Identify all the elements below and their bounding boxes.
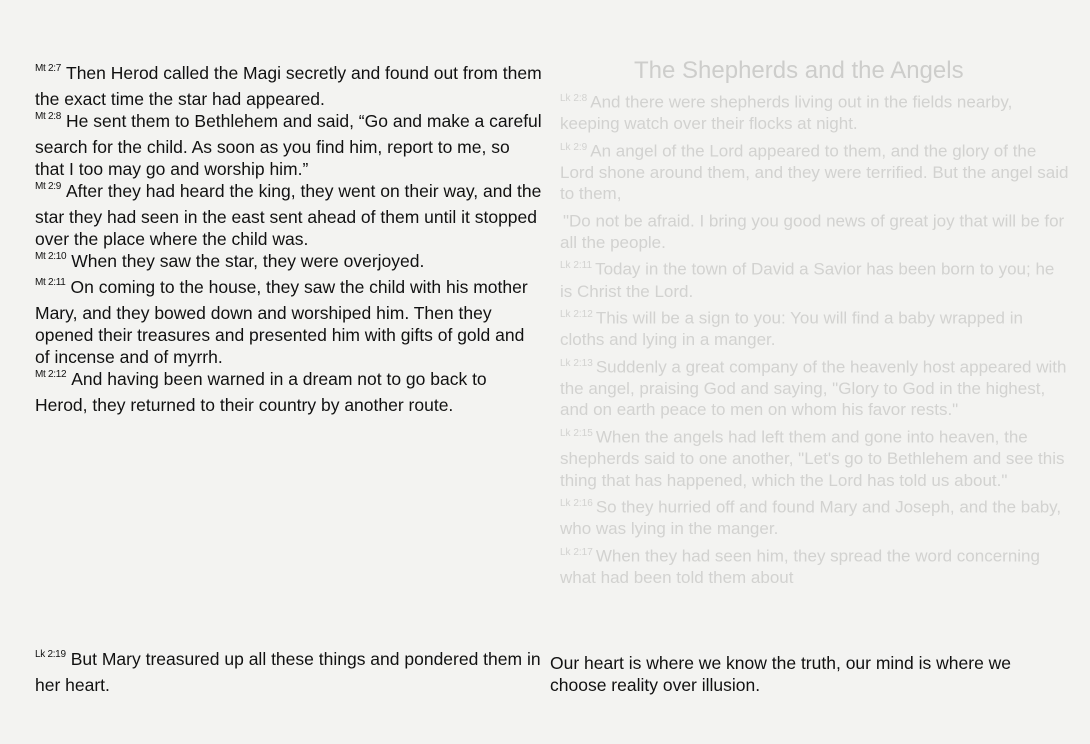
verse-text: But Mary treasured up all these things and pondered them in her heart. [35, 649, 541, 695]
bleed-through-paragraph [560, 353, 1070, 421]
verse [35, 180, 543, 250]
bleed-through-title: The Shepherds and the Angels [634, 57, 964, 84]
bleed-through-paragraph [560, 255, 1070, 302]
verse-reference: Mt 2:12 [35, 369, 67, 380]
bleed-through-paragraph [560, 493, 1070, 540]
verse-reference: Mt 2:9 [35, 181, 61, 192]
bleed-through-paragraphs [560, 88, 1070, 588]
reflection-quote: Our heart is where we know the truth, our mind is where we choose reality over illusion. [550, 653, 1012, 695]
bleed-through-line: "Do not be afraid. I bring you good news of great joy that will be for all the people. [560, 211, 1065, 252]
bleed-through-line: Today in the town of David a Savior has been born to you; he is Christ the Lord. [560, 260, 1055, 301]
bleed-through-reference: Lk 2:12 [560, 309, 593, 321]
verse [35, 62, 543, 110]
verse [35, 110, 543, 180]
bleed-through-paragraph [560, 137, 1070, 205]
verse [35, 276, 543, 368]
verse-reference: Mt 2:8 [35, 111, 61, 122]
verse-reference: Mt 2:7 [35, 63, 61, 74]
bleed-through-reference: Lk 2:16 [560, 498, 593, 510]
bleed-through-line: An angel of the Lord appeared to them, and the glory of the Lord shone around them, and they were terrified. But the angel said to them, [560, 141, 1069, 204]
bleed-through-reference: Lk 2:9 [560, 141, 588, 153]
bleed-through-line: So they hurried off and found Mary and Joseph, and the baby, who was lying in the manger. [560, 497, 1062, 539]
verse-text: And having been warned in a dream not to go back to Herod, they returned to their country by another route. [35, 369, 487, 415]
bleed-through-reference: Lk 2:13 [560, 357, 593, 369]
bleed-through-reference: Lk 2:15 [560, 427, 593, 439]
verse [35, 368, 543, 416]
bleed-through-line: Suddenly a great company of the heavenly host appeared with the angel, praising God and saying, "Glory to God in the highest, and on earth peace to men on whom his favor rests." [560, 357, 1067, 420]
verse-list [35, 62, 543, 416]
bleed-through-paragraph [560, 207, 1070, 254]
bleed-through-paragraph [560, 423, 1070, 491]
verse-text: He sent them to Bethlehem and said, “Go and make a careful search for the child. As soon as you find him, report to me, so that I too may go and worship him.” [35, 111, 542, 179]
verse [35, 250, 543, 276]
bleed-through-reference: Lk 2:11 [560, 260, 593, 272]
bleed-through-text [560, 56, 1070, 590]
bleed-through-paragraph [560, 542, 1070, 589]
bleed-through-reference: Lk 2:8 [560, 93, 588, 104]
verse-reference: Mt 2:10 [35, 251, 67, 262]
verse-text: After they had heard the king, they went on their way, and the star they had seen in the east sent ahead of them until it stopped over the place where the child was. [35, 181, 542, 249]
closing-verse [35, 648, 543, 696]
bleed-through-line: And there were shepherds living out in the fields nearby, keeping watch over their flocks at night. [560, 92, 1013, 134]
bleed-through-paragraph [560, 88, 1070, 135]
verse-text: Then Herod called the Magi secretly and found out from them the exact time the star had appeared. [35, 63, 542, 109]
verse-text: On coming to the house, they saw the child with his mother Mary, and they bowed down and worshiped him. Then they opened their treasures and presented him with gifts of gold and of incense and of myrrh. [35, 277, 528, 367]
verse-text: When they saw the star, they were overjoyed. [71, 251, 425, 271]
bleed-through-line: When they had seen him, they spread the word concerning what had been told them about [560, 546, 1040, 587]
verse-reference: Mt 2:11 [35, 277, 66, 288]
verse-reference: Lk 2:19 [35, 649, 66, 660]
bleed-through-reference: Lk 2:17 [560, 546, 593, 558]
bleed-through-line: When the angels had left them and gone into heaven, the shepherds said to one another, "Let's go to Bethlehem and see this thing that has happened, which the Lord has told us about." [560, 427, 1065, 490]
bleed-through-line: This will be a sign to you: You will find a baby wrapped in cloths and lying in a manger. [560, 308, 1023, 350]
bleed-through-paragraph [560, 304, 1070, 351]
